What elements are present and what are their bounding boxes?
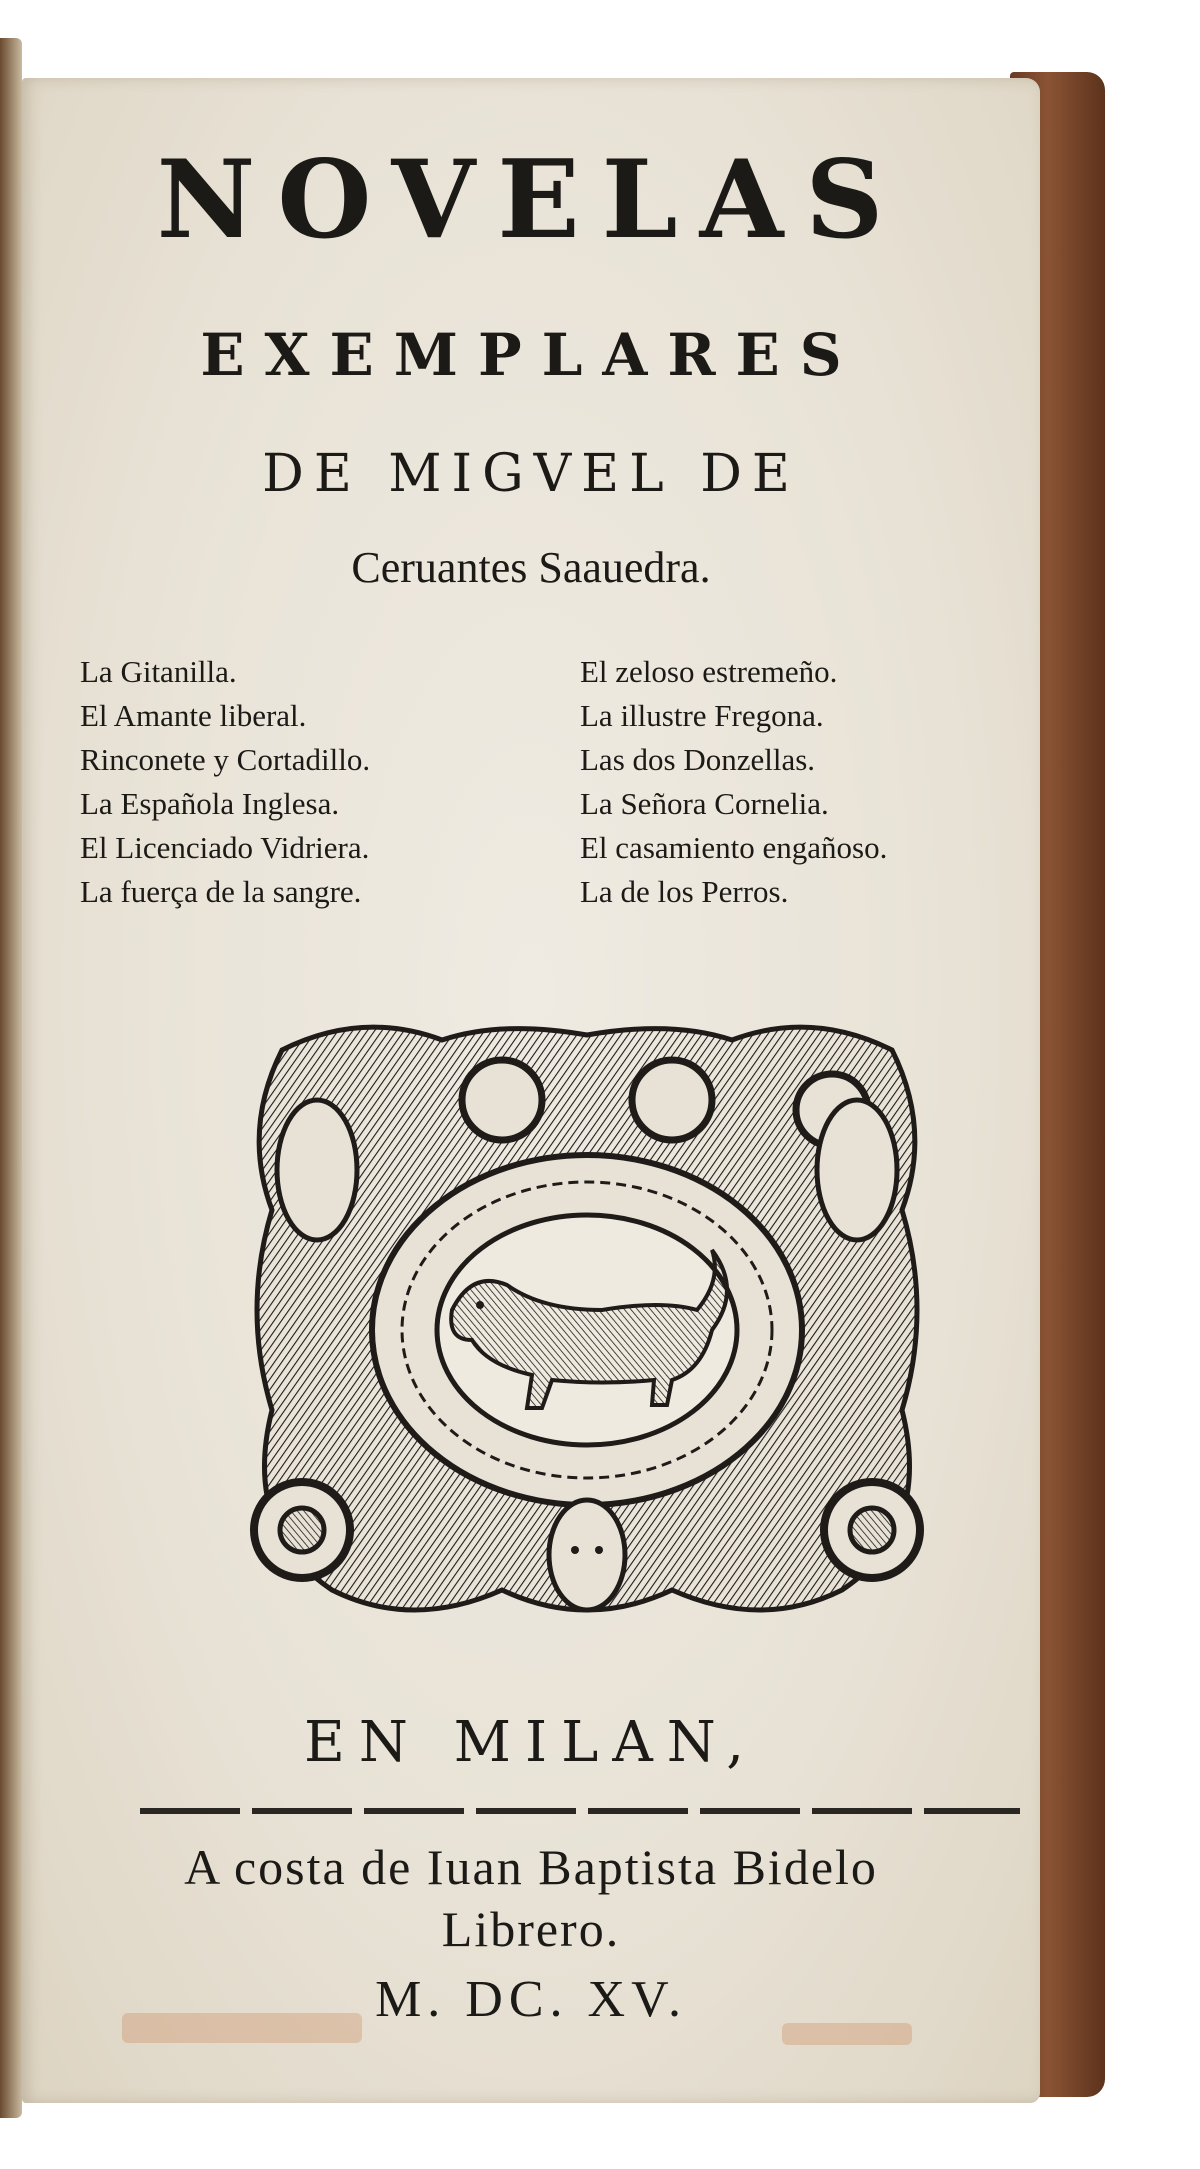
left-page-edge <box>0 38 22 2118</box>
list-item: El Licenciado Vidriera. <box>80 830 370 865</box>
list-item: La Señora Cornelia. <box>580 786 829 821</box>
list-item: El casamiento engañoso. <box>580 830 888 865</box>
list-item: Las dos Donzellas. <box>580 742 816 777</box>
imprint-publisher: A costa de Iuan Baptista Bidelo <box>184 1839 878 1895</box>
list-item: El zeloso estremeño. <box>580 654 838 689</box>
imprint-publisher-role: Librero. <box>441 1901 621 1957</box>
list-item: Rinconete y Cortadillo. <box>80 742 371 777</box>
imprint-city: EN MILAN, <box>304 1710 758 1775</box>
list-item: La fuerça de la sangre. <box>80 874 362 909</box>
imprint-date: M. DC. XV. <box>375 1971 687 2028</box>
title-sub: EXEMPLARES <box>200 321 862 389</box>
divider-rule <box>140 1808 1020 1814</box>
author-line: DE MIGVEL DE <box>262 444 800 504</box>
author-name: Ceruantes Saauedra. <box>351 543 711 592</box>
list-item: El Amante liberal. <box>80 698 307 733</box>
list-item: La de los Perros. <box>580 874 789 909</box>
woodcut-printer-device-icon <box>242 1010 932 1630</box>
list-item: La Gitanilla. <box>80 654 237 689</box>
list-item: La illustre Fregona. <box>580 698 824 733</box>
contents-left-column <box>80 650 540 914</box>
list-item: La Española Inglesa. <box>80 786 340 821</box>
contents-right-column <box>580 650 1040 914</box>
title-main: NOVELAS <box>156 137 906 263</box>
